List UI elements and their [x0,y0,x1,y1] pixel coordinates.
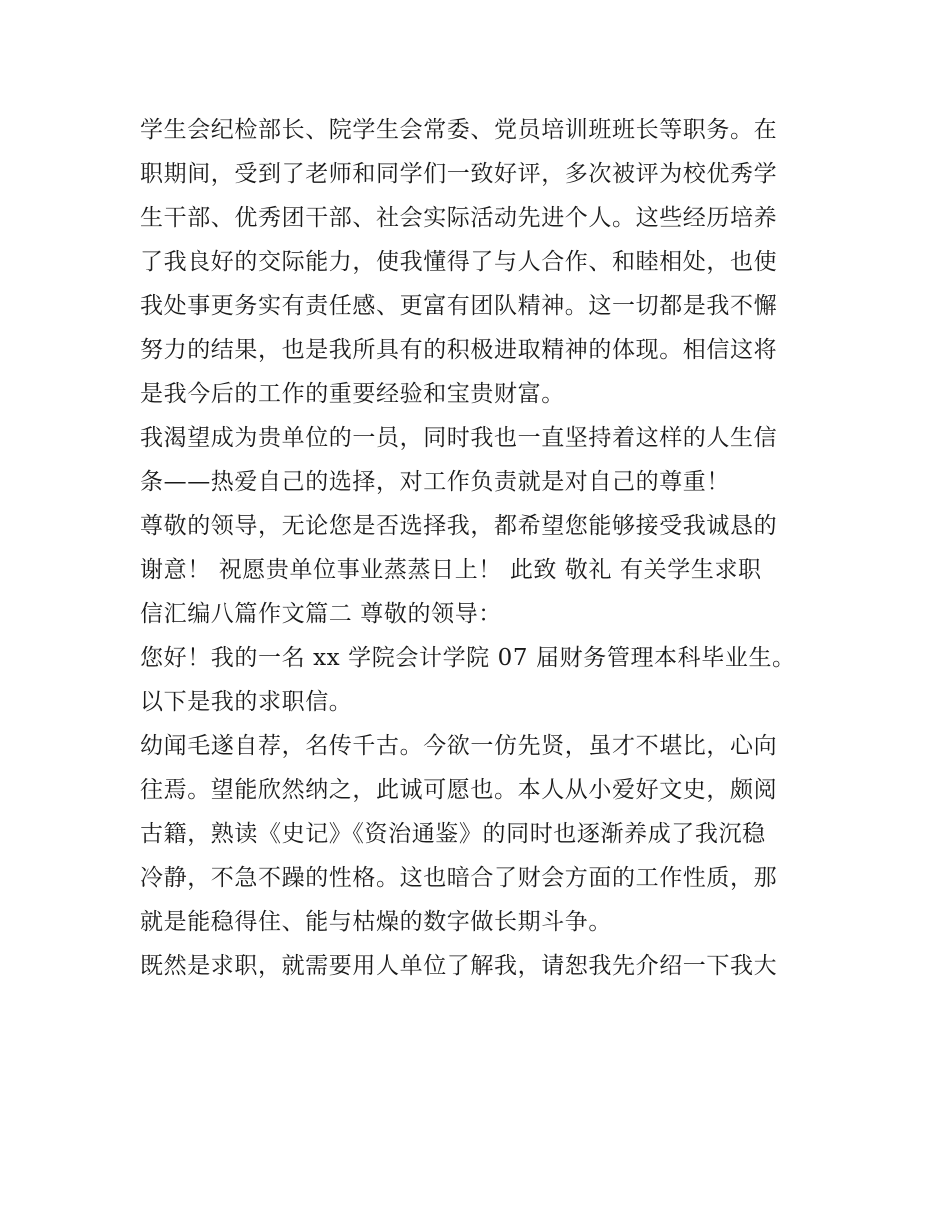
text-line: 条——热爱自己的选择，对工作负责就是对自己的尊重！ [140,469,730,495]
text-line: 职期间，受到了老师和同学们一致好评，多次被评为校优秀学 [140,161,778,187]
text-line: 就是能稳得住、能与枯燥的数字做长期斗争。 [140,909,612,935]
text-line: 往焉。望能欣然纳之，此诚可愿也。本人从小爱好文史，颇阅 [140,777,778,803]
text-line: 您好！我的一名 xx 学院会计学院 07 届财务管理本科毕业生。 [140,645,796,671]
text-line: 以下是我的求职信。 [140,689,353,715]
text-line: 努力的结果，也是我所具有的积极进取精神的体现。相信这将 [140,337,778,363]
text-line: 我渴望成为贵单位的一员，同时我也一直坚持着这样的人生信 [140,425,778,451]
text-line: 尊敬的领导，无论您是否选择我，都希望您能够接受我诚恳的 [140,513,778,539]
text-line: 冷静，不急不躁的性格。这也暗合了财会方面的工作性质，那 [140,865,778,891]
text-line: 了我良好的交际能力，使我懂得了与人合作、和睦相处，也使 [140,249,778,275]
text-line: 学生会纪检部长、院学生会常委、党员培训班班长等职务。在 [140,117,778,143]
text-line: 幼闻毛遂自荐，名传千古。今欲一仿先贤，虽才不堪比，心向 [140,733,778,759]
text-line: 既然是求职，就需要用人单位了解我，请恕我先介绍一下我大 [140,953,778,979]
body-text [140,108,830,988]
text-line: 生干部、优秀团干部、社会实际活动先进个人。这些经历培养 [140,205,778,231]
text-line: 谢意！ 祝愿贵单位事业蒸蒸日上！ 此致 敬礼 有关学生求职 [140,557,762,583]
text-line: 古籍，熟读《史记》《资治通鉴》的同时也逐渐养成了我沉稳 [140,821,766,847]
text-line: 信汇编八篇作文篇二 尊敬的领导： [140,601,502,627]
text-line: 我处事更务实有责任感、更富有团队精神。这一切都是我不懈 [140,293,778,319]
text-line: 是我今后的工作的重要经验和宝贵财富。 [140,381,565,407]
